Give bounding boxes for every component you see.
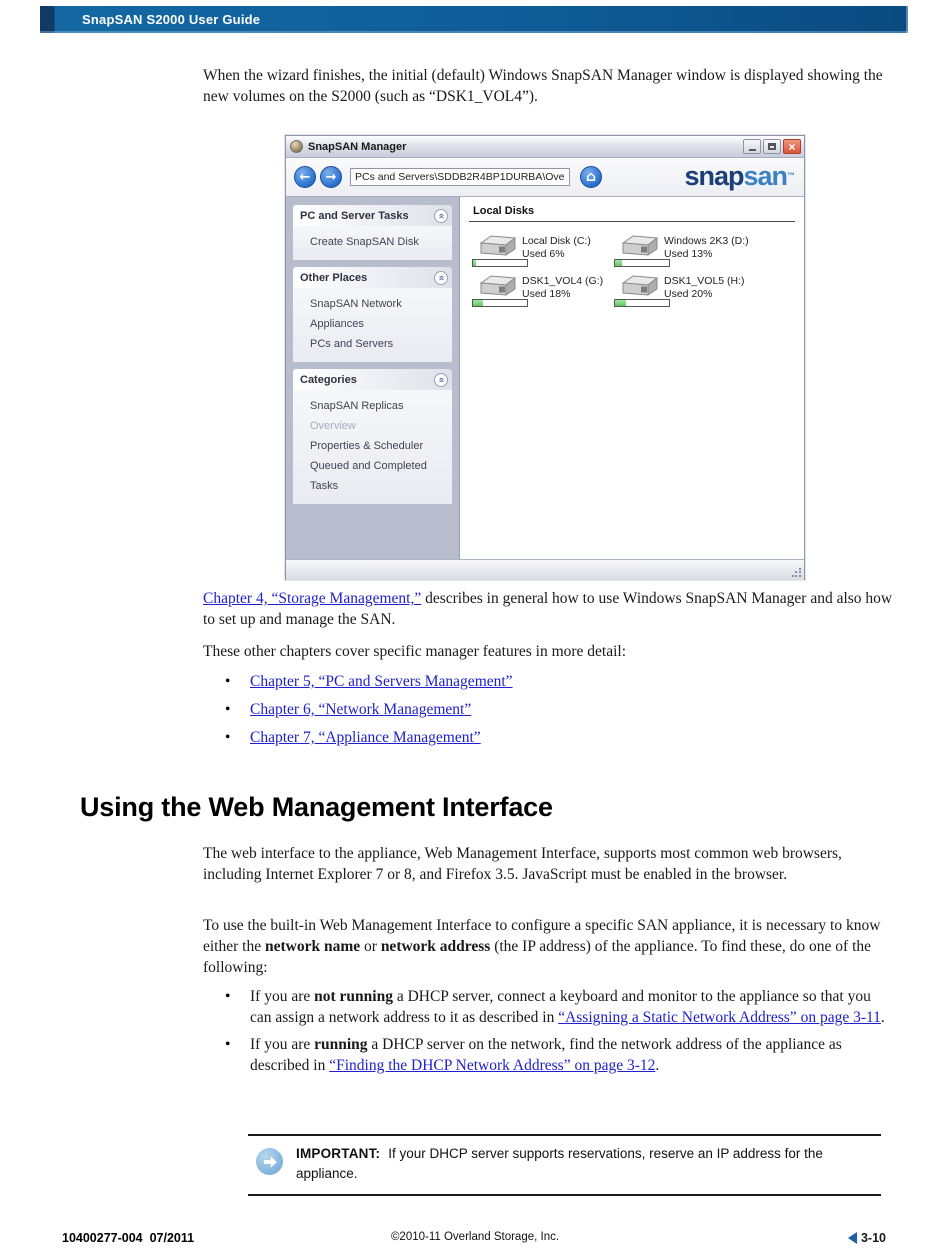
list-item — [223, 671, 883, 692]
disk-label — [664, 275, 745, 301]
window-title: SnapSAN Manager — [308, 140, 407, 153]
list-item — [223, 1034, 885, 1076]
disk-label — [664, 235, 749, 261]
disk-used-percent: Used 20% — [664, 288, 713, 300]
chapter7-link[interactable]: Chapter 7, “Appliance Management” — [250, 729, 481, 746]
collapse-chevron-icon[interactable]: « — [434, 209, 448, 223]
forward-button[interactable]: → — [320, 166, 342, 188]
disk-name: DSK1_VOL4 (G:) — [522, 275, 604, 287]
chapter4-link[interactable]: Chapter 4, “Storage Management,” — [203, 590, 422, 607]
web-interface-paragraph: The web interface to the appliance, Web Management Interface, supports most common web browsers, including Internet Explorer 7 or 8, and Firefox 3.5. JavaScript must be enabled in the browser. — [203, 845, 842, 883]
logo-text-san: san — [743, 161, 787, 191]
window-toolbar — [286, 158, 804, 197]
close-button[interactable]: × — [783, 139, 801, 154]
sidebar-item-snapsan-replicas[interactable]: SnapSAN Replicas — [310, 400, 404, 412]
page-header-bar — [40, 6, 908, 33]
local-disks-heading: Local Disks — [473, 205, 535, 217]
section-items — [293, 390, 452, 504]
assigning-static-address-link[interactable]: “Assigning a Static Network Address” on page 3-11 — [558, 1009, 881, 1026]
text: . — [880, 1009, 885, 1026]
section-title: Categories — [300, 373, 357, 386]
logo-text-snap: snap — [684, 161, 744, 191]
important-note — [248, 1134, 881, 1196]
disk-usage-bar — [614, 259, 670, 267]
document-number: 10400277-004 07/2011 — [62, 1231, 195, 1245]
logo-trademark: ™ — [787, 171, 795, 180]
page-number-block — [848, 1231, 886, 1245]
window-body — [286, 197, 804, 559]
disk-name: Local Disk (C:) — [522, 235, 591, 247]
window-controls — [743, 139, 801, 154]
text: a DHCP server, connect a keyboard and monitor to the appliance so that you can assign a network address to it as described in — [250, 988, 871, 1026]
important-arrow-icon — [256, 1148, 283, 1175]
section-items — [293, 288, 452, 362]
list-item — [223, 727, 883, 748]
section-header[interactable] — [293, 369, 452, 390]
snapsan-logo — [684, 161, 795, 191]
page-number: 3-10 — [860, 1231, 886, 1245]
back-button[interactable]: ← — [294, 166, 316, 188]
sidebar-item-create-snapsan-disk[interactable]: Create SnapSAN Disk — [310, 236, 419, 248]
list-item — [223, 986, 885, 1028]
sidebar-item-properties-scheduler[interactable]: Properties & Scheduler — [310, 440, 424, 452]
maximize-icon — [768, 143, 776, 150]
chapter5-link[interactable]: Chapter 5, “PC and Servers Management” — [250, 673, 513, 690]
sidebar-item-snapsan-network[interactable]: SnapSAN Network — [310, 298, 402, 310]
local-disks-pane — [459, 197, 804, 559]
section-pc-and-server-tasks — [293, 205, 452, 260]
section-items — [293, 226, 452, 260]
address-field[interactable] — [350, 168, 570, 186]
disk-label — [522, 275, 603, 301]
disk-used-percent: Used 6% — [522, 248, 565, 260]
disk-used-percent: Used 13% — [664, 248, 713, 260]
section-heading: Using the Web Management Interface — [80, 792, 553, 822]
section-header[interactable] — [293, 205, 452, 226]
disk-name: Windows 2K3 (D:) — [664, 235, 749, 247]
copyright-text: ©2010-11 Overland Storage, Inc. — [390, 1231, 560, 1243]
sidebar-item-pcs-and-servers[interactable]: PCs and Servers — [310, 338, 394, 350]
minimize-icon — [749, 149, 756, 151]
dhcp-options-list — [223, 986, 885, 1082]
not-running-bold: not running — [314, 988, 393, 1005]
finding-dhcp-address-link[interactable]: “Finding the DHCP Network Address” on page 3-12 — [329, 1057, 656, 1074]
text: (the IP address) of the appliance. To find these, do one of the following: — [203, 938, 872, 976]
running-bold: running — [314, 1036, 368, 1053]
home-button[interactable]: ⌂ — [580, 166, 602, 188]
resize-grip[interactable] — [792, 568, 802, 578]
list-item — [223, 699, 883, 720]
window-titlebar[interactable] — [286, 136, 804, 158]
note-text — [296, 1144, 881, 1184]
collapse-chevron-icon[interactable]: « — [434, 373, 448, 387]
chapter4-paragraph — [203, 588, 893, 630]
page-footer — [0, 1231, 950, 1251]
network-address-bold: network address — [380, 938, 491, 955]
note-label: IMPORTANT: — [296, 1146, 381, 1161]
section-other-places — [293, 267, 452, 362]
snapsan-manager-window — [285, 135, 805, 580]
disk-used-percent: Used 18% — [522, 288, 571, 300]
app-icon — [290, 140, 303, 153]
disk-label — [522, 235, 591, 261]
network-name-paragraph — [203, 915, 898, 978]
chapter4-rest-text: describes in general how to use Windows SnapSAN Manager and also how to set up and manage the SAN. — [203, 590, 893, 628]
collapse-chevron-icon[interactable]: « — [434, 271, 448, 285]
disk-usage-bar — [472, 259, 528, 267]
chapter6-link[interactable]: Chapter 6, “Network Management” — [250, 701, 472, 718]
disk-name: DSK1_VOL5 (H:) — [664, 275, 745, 287]
guide-title: SnapSAN S2000 User Guide — [82, 12, 261, 27]
maximize-button[interactable] — [763, 139, 781, 154]
text: To use the built-in Web Management Interface to configure a specific SAN appliance, it is necessary to know either the — [203, 917, 881, 955]
text: a DHCP server on the network, find the network address of the appliance as described in — [250, 1036, 842, 1074]
intro-paragraph: When the wizard finishes, the initial (default) Windows SnapSAN Manager window is displayed showing the new volumes on the S2000 (such as “DSK1_VOL4”). — [203, 67, 883, 105]
other-chapters-paragraph: These other chapters cover specific manager features in more detail: — [203, 643, 627, 660]
text: or — [360, 938, 381, 955]
prev-page-icon[interactable] — [848, 1232, 857, 1244]
sidebar-item-queued-completed-tasks[interactable]: Queued and Completed Tasks — [310, 460, 427, 492]
section-title: Other Places — [300, 271, 368, 284]
heading-divider — [469, 221, 795, 222]
section-title: PC and Server Tasks — [300, 209, 409, 222]
minimize-button[interactable] — [743, 139, 761, 154]
text: If you are — [250, 1036, 315, 1053]
chapter-links-list — [223, 671, 883, 755]
task-pane — [286, 197, 459, 559]
disk-usage-bar — [614, 299, 670, 307]
text: If you are — [250, 988, 315, 1005]
sidebar-item-overview: Overview — [310, 420, 356, 432]
disk-usage-bar — [472, 299, 528, 307]
text: . — [655, 1057, 660, 1074]
window-statusbar — [286, 559, 804, 580]
section-header[interactable] — [293, 267, 452, 288]
network-name-bold: network name — [264, 938, 361, 955]
note-body: If your DHCP server supports reservations, reserve an IP address for the appliance. — [296, 1146, 823, 1181]
section-categories — [293, 369, 452, 504]
sidebar-item-appliances[interactable]: Appliances — [310, 318, 364, 330]
